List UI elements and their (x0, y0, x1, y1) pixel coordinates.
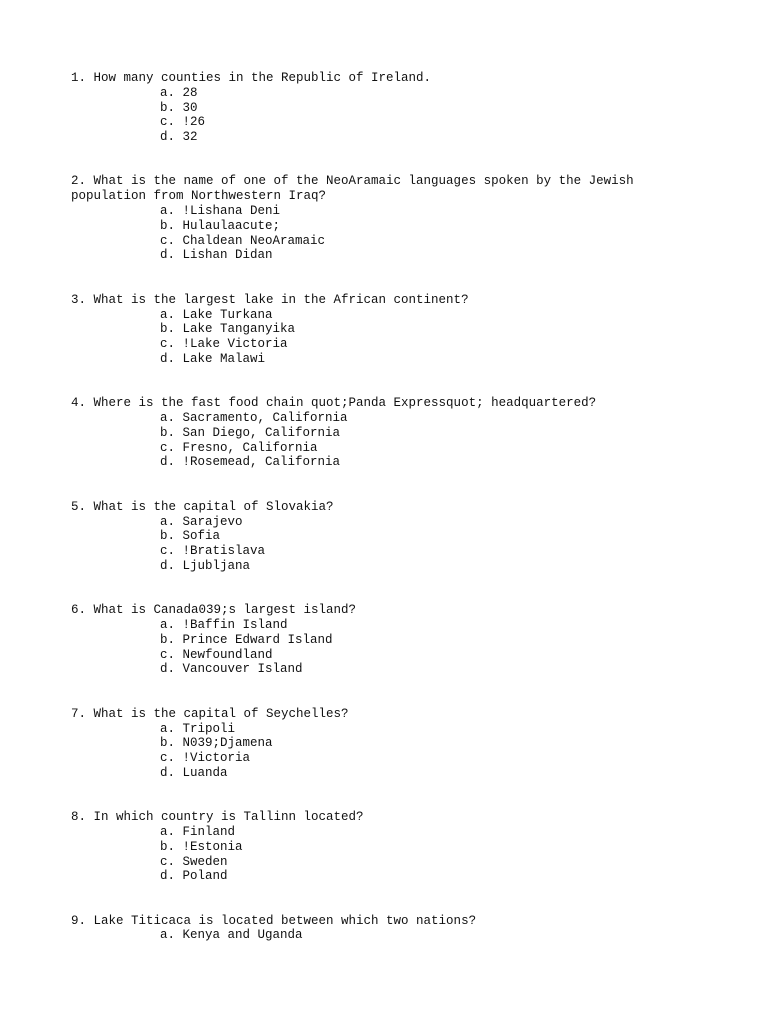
question-9 (71, 914, 691, 944)
answer-option: a. 28 (160, 85, 198, 100)
answer-option: b. San Diego, California (160, 425, 341, 440)
answer-option: c. Fresno, California (160, 440, 318, 455)
answer-option: d. Lishan Didan (160, 248, 273, 263)
question-6 (71, 603, 691, 677)
answer-option: b. Lake Tanganyika (160, 322, 296, 337)
question-1 (71, 71, 691, 145)
answer-option: a. Sacramento, California (160, 411, 348, 426)
question-text: 2. What is the name of one of the NeoAramaic languages spoken by the Jewish population from Northwestern Iraq? (71, 174, 642, 204)
question-2 (71, 174, 691, 263)
answer-option: d. 32 (160, 130, 198, 145)
answer-option: c. !26 (160, 115, 206, 130)
answer-option: d. Poland (160, 869, 228, 884)
answer-options (71, 515, 691, 574)
answer-option: c. !Lake Victoria (160, 337, 288, 352)
question-5 (71, 500, 691, 574)
answer-option: a. Lake Turkana (160, 307, 273, 322)
answer-option: c. !Victoria (160, 751, 251, 766)
answer-options (71, 825, 691, 884)
answer-option: d. Lake Malawi (160, 351, 266, 366)
question-text: 5. What is the capital of Slovakia? (71, 499, 334, 514)
question-4 (71, 396, 691, 470)
answer-option: d. Ljubljana (160, 558, 251, 573)
answer-option: d. !Rosemead, California (160, 455, 341, 470)
answer-option: d. Luanda (160, 765, 228, 780)
answer-option: a. Tripoli (160, 721, 236, 736)
answer-option: c. Sweden (160, 854, 228, 869)
question-text: 8. In which country is Tallinn located? (71, 810, 364, 825)
answer-option: d. Vancouver Island (160, 662, 303, 677)
answer-option: c. Newfoundland (160, 647, 273, 662)
quiz-document (71, 71, 691, 973)
answer-options (71, 204, 691, 263)
answer-options (71, 722, 691, 781)
answer-options (71, 618, 691, 677)
question-text: 3. What is the largest lake in the African continent? (71, 292, 469, 307)
answer-option: b. Sofia (160, 529, 221, 544)
question-text: 4. Where is the fast food chain quot;Panda Expressquot; headquartered? (71, 396, 597, 411)
answer-option: c. Chaldean NeoAramaic (160, 233, 326, 248)
answer-option: c. !Bratislava (160, 544, 266, 559)
question-text: 9. Lake Titicaca is located between which two nations? (71, 913, 477, 928)
answer-option: a. !Lishana Deni (160, 204, 281, 219)
answer-options (71, 86, 691, 145)
answer-option: a. !Baffin Island (160, 618, 288, 633)
answer-option: a. Kenya and Uganda (160, 928, 303, 943)
question-text: 6. What is Canada039;s largest island? (71, 603, 357, 618)
question-text: 7. What is the capital of Seychelles? (71, 706, 349, 721)
question-7 (71, 707, 691, 781)
answer-option: a. Finland (160, 824, 236, 839)
answer-option: b. 30 (160, 100, 198, 115)
answer-options (71, 411, 691, 470)
answer-options (71, 928, 691, 943)
answer-option: b. N039;Djamena (160, 736, 273, 751)
answer-option: a. Sarajevo (160, 514, 243, 529)
answer-options (71, 308, 691, 367)
question-3 (71, 293, 691, 367)
question-8 (71, 810, 691, 884)
answer-option: b. Hulaulaacute; (160, 218, 281, 233)
answer-option: b. !Estonia (160, 839, 243, 854)
answer-option: b. Prince Edward Island (160, 632, 333, 647)
question-text: 1. How many counties in the Republic of Ireland. (71, 71, 432, 85)
